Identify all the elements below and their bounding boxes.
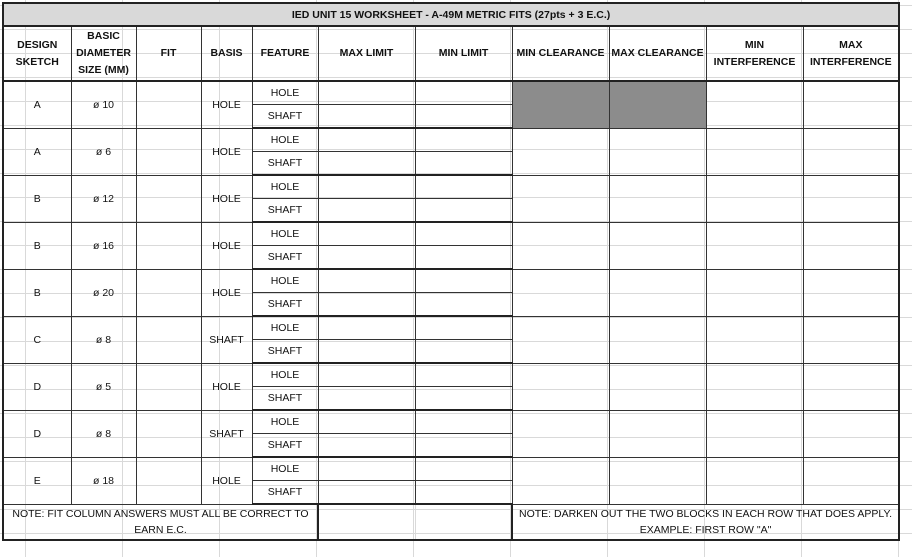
header-design-sketch-line2: SKETCH [15, 55, 59, 68]
fit-cell[interactable] [136, 81, 201, 128]
min-limit-hole-cell[interactable] [415, 316, 512, 340]
max-clearance-cell[interactable] [609, 175, 706, 222]
header-basic-size[interactable] [71, 26, 136, 81]
max-interference-cell[interactable] [803, 316, 899, 363]
design-sketch-cell[interactable]: A [3, 128, 71, 175]
note-fit-column[interactable] [3, 504, 318, 540]
min-clearance-cell[interactable] [512, 222, 609, 269]
basis-cell[interactable]: SHAFT [201, 410, 252, 457]
feature-cell-shaft[interactable]: SHAFT [252, 105, 318, 129]
feature-cell-hole[interactable]: HOLE [252, 316, 318, 340]
note-darken-line2: EXAMPLE: FIRST ROW "A" [639, 523, 772, 536]
min-limit-shaft-cell[interactable] [415, 105, 512, 129]
max-interference-cell[interactable] [803, 175, 899, 222]
basic-size-cell[interactable]: ø 5 [71, 363, 136, 410]
header-design-sketch-line1: DESIGN [17, 38, 58, 51]
basic-size-cell[interactable]: ø 10 [71, 81, 136, 128]
min-clearance-cell[interactable] [512, 81, 609, 128]
header-basic-size-line2: DIAMETER [76, 47, 131, 59]
header-min-interference[interactable] [706, 26, 803, 81]
feature-cell-hole[interactable]: HOLE [252, 128, 318, 152]
basic-size-cell[interactable]: ø 6 [71, 128, 136, 175]
basis-cell[interactable]: HOLE [201, 457, 252, 504]
max-limit-hole-cell[interactable] [318, 269, 415, 293]
feature-cell-shaft[interactable]: SHAFT [252, 152, 318, 176]
feature-cell-hole[interactable]: HOLE [252, 222, 318, 246]
feature-cell-hole[interactable]: HOLE [252, 175, 318, 199]
max-interference-cell[interactable] [803, 410, 899, 457]
header-min-limit[interactable]: MIN LIMIT [415, 26, 512, 81]
basic-size-cell[interactable]: ø 8 [71, 410, 136, 457]
basis-cell[interactable]: HOLE [201, 81, 252, 128]
note-fit-line2: EARN E.C. [134, 524, 187, 536]
min-limit-shaft-cell[interactable] [415, 434, 512, 458]
min-clearance-cell[interactable] [512, 316, 609, 363]
max-limit-shaft-cell[interactable] [318, 199, 415, 223]
fit-cell[interactable] [136, 222, 201, 269]
feature-cell-hole[interactable]: HOLE [252, 410, 318, 434]
min-limit-shaft-cell[interactable] [415, 340, 512, 364]
feature-cell-hole[interactable]: HOLE [252, 81, 318, 105]
note-darken-line1: NOTE: DARKEN OUT THE TWO BLOCKS IN EACH ROW THAT DOES APPLY. [519, 507, 893, 520]
min-interference-cell[interactable] [706, 81, 803, 128]
feature-cell-shaft[interactable]: SHAFT [252, 199, 318, 223]
min-limit-shaft-cell[interactable] [415, 152, 512, 176]
worksheet-title[interactable]: IED UNIT 15 WORKSHEET - A-49M METRIC FITS (27pts + 3 E.C.) [3, 3, 899, 26]
header-min-interference-line1: MIN [744, 38, 765, 51]
max-limit-hole-cell[interactable] [318, 363, 415, 387]
header-max-interference-line1: MAX [839, 38, 863, 51]
min-limit-hole-cell[interactable] [415, 81, 512, 105]
basic-size-cell[interactable]: ø 18 [71, 457, 136, 504]
design-sketch-cell[interactable]: B [3, 222, 71, 269]
min-limit-shaft-cell[interactable] [415, 293, 512, 317]
min-clearance-cell[interactable] [512, 410, 609, 457]
worksheet-table [2, 2, 900, 541]
min-interference-cell[interactable] [706, 269, 803, 316]
min-limit-shaft-cell[interactable] [415, 481, 512, 505]
basis-cell[interactable]: SHAFT [201, 316, 252, 363]
min-clearance-cell[interactable] [512, 128, 609, 175]
max-limit-shaft-cell[interactable] [318, 246, 415, 270]
min-limit-hole-cell[interactable] [415, 363, 512, 387]
feature-cell-shaft[interactable]: SHAFT [252, 340, 318, 364]
basis-cell[interactable]: HOLE [201, 128, 252, 175]
basis-cell[interactable]: HOLE [201, 222, 252, 269]
feature-cell-shaft[interactable]: SHAFT [252, 434, 318, 458]
design-sketch-cell[interactable]: C [3, 316, 71, 363]
cell-blank[interactable] [415, 504, 512, 540]
max-clearance-cell[interactable] [609, 81, 706, 128]
max-limit-hole-cell[interactable] [318, 222, 415, 246]
fit-cell[interactable] [136, 175, 201, 222]
min-limit-hole-cell[interactable] [415, 410, 512, 434]
basis-cell[interactable]: HOLE [201, 175, 252, 222]
max-clearance-cell[interactable] [609, 457, 706, 504]
basic-size-cell[interactable]: ø 16 [71, 222, 136, 269]
feature-cell-shaft[interactable]: SHAFT [252, 481, 318, 505]
max-interference-cell[interactable] [803, 81, 899, 128]
min-limit-hole-cell[interactable] [415, 269, 512, 293]
feature-cell-shaft[interactable]: SHAFT [252, 246, 318, 270]
design-sketch-cell[interactable]: A [3, 81, 71, 128]
min-limit-hole-cell[interactable] [415, 175, 512, 199]
max-clearance-cell[interactable] [609, 316, 706, 363]
max-interference-cell[interactable] [803, 457, 899, 504]
max-limit-hole-cell[interactable] [318, 316, 415, 340]
max-limit-shaft-cell[interactable] [318, 340, 415, 364]
fit-cell[interactable] [136, 269, 201, 316]
max-clearance-cell[interactable] [609, 128, 706, 175]
max-limit-shaft-cell[interactable] [318, 293, 415, 317]
header-basic-size-line3: SIZE (MM) [78, 64, 129, 76]
max-limit-shaft-cell[interactable] [318, 387, 415, 411]
feature-cell-hole[interactable]: HOLE [252, 457, 318, 481]
design-sketch-cell[interactable]: B [3, 175, 71, 222]
min-clearance-cell[interactable] [512, 363, 609, 410]
max-interference-cell[interactable] [803, 269, 899, 316]
fit-cell[interactable] [136, 128, 201, 175]
header-max-interference[interactable] [803, 26, 899, 81]
min-limit-shaft-cell[interactable] [415, 199, 512, 223]
min-clearance-cell[interactable] [512, 175, 609, 222]
basis-cell[interactable]: HOLE [201, 269, 252, 316]
max-clearance-cell[interactable] [609, 363, 706, 410]
design-sketch-cell[interactable]: E [3, 457, 71, 504]
basic-size-cell[interactable]: ø 12 [71, 175, 136, 222]
note-darken-blocks[interactable] [512, 504, 899, 540]
min-limit-hole-cell[interactable] [415, 128, 512, 152]
fit-cell[interactable] [136, 410, 201, 457]
header-max-interference-line2: INTERFERENCE [809, 55, 892, 68]
min-limit-shaft-cell[interactable] [415, 387, 512, 411]
fit-cell[interactable] [136, 363, 201, 410]
feature-cell-shaft[interactable]: SHAFT [252, 387, 318, 411]
max-limit-hole-cell[interactable] [318, 81, 415, 105]
min-interference-cell[interactable] [706, 457, 803, 504]
max-limit-shaft-cell[interactable] [318, 152, 415, 176]
max-clearance-cell[interactable] [609, 269, 706, 316]
max-clearance-cell[interactable] [609, 222, 706, 269]
max-interference-cell[interactable] [803, 363, 899, 410]
design-sketch-cell[interactable]: D [3, 410, 71, 457]
header-fit[interactable]: FIT [136, 26, 201, 81]
min-interference-cell[interactable] [706, 316, 803, 363]
basic-size-cell[interactable]: ø 20 [71, 269, 136, 316]
header-basis[interactable]: BASIS [201, 26, 252, 81]
min-interference-cell[interactable] [706, 410, 803, 457]
basic-size-cell[interactable]: ø 8 [71, 316, 136, 363]
max-interference-cell[interactable] [803, 222, 899, 269]
min-interference-cell[interactable] [706, 128, 803, 175]
feature-cell-hole[interactable]: HOLE [252, 269, 318, 293]
max-limit-shaft-cell[interactable] [318, 481, 415, 505]
min-interference-cell[interactable] [706, 175, 803, 222]
header-max-limit[interactable]: MAX LIMIT [318, 26, 415, 81]
header-feature[interactable]: FEATURE [252, 26, 318, 81]
max-limit-hole-cell[interactable] [318, 175, 415, 199]
min-clearance-cell[interactable] [512, 457, 609, 504]
min-limit-hole-cell[interactable] [415, 457, 512, 481]
feature-cell-hole[interactable]: HOLE [252, 363, 318, 387]
design-sketch-cell[interactable]: B [3, 269, 71, 316]
max-limit-hole-cell[interactable] [318, 410, 415, 434]
basis-cell[interactable]: HOLE [201, 363, 252, 410]
feature-cell-shaft[interactable]: SHAFT [252, 293, 318, 317]
header-basic-size-line1: BASIC [87, 30, 120, 42]
min-limit-shaft-cell[interactable] [415, 246, 512, 270]
fit-cell[interactable] [136, 457, 201, 504]
header-max-clearance[interactable]: MAX CLEARANCE [609, 26, 706, 81]
design-sketch-cell[interactable]: D [3, 363, 71, 410]
max-limit-shaft-cell[interactable] [318, 434, 415, 458]
fit-cell[interactable] [136, 316, 201, 363]
min-interference-cell[interactable] [706, 363, 803, 410]
header-min-clearance[interactable]: MIN CLEARANCE [512, 26, 609, 81]
max-interference-cell[interactable] [803, 128, 899, 175]
header-min-interference-line2: INTERFERENCE [713, 55, 796, 68]
min-clearance-cell[interactable] [512, 269, 609, 316]
max-limit-hole-cell[interactable] [318, 128, 415, 152]
min-interference-cell[interactable] [706, 222, 803, 269]
max-limit-hole-cell[interactable] [318, 457, 415, 481]
max-limit-shaft-cell[interactable] [318, 105, 415, 129]
header-design-sketch[interactable] [3, 26, 71, 81]
max-clearance-cell[interactable] [609, 410, 706, 457]
min-limit-hole-cell[interactable] [415, 222, 512, 246]
note-fit-line1: NOTE: FIT COLUMN ANSWERS MUST ALL BE CORRECT TO [12, 508, 309, 520]
cell-blank[interactable] [318, 504, 415, 540]
